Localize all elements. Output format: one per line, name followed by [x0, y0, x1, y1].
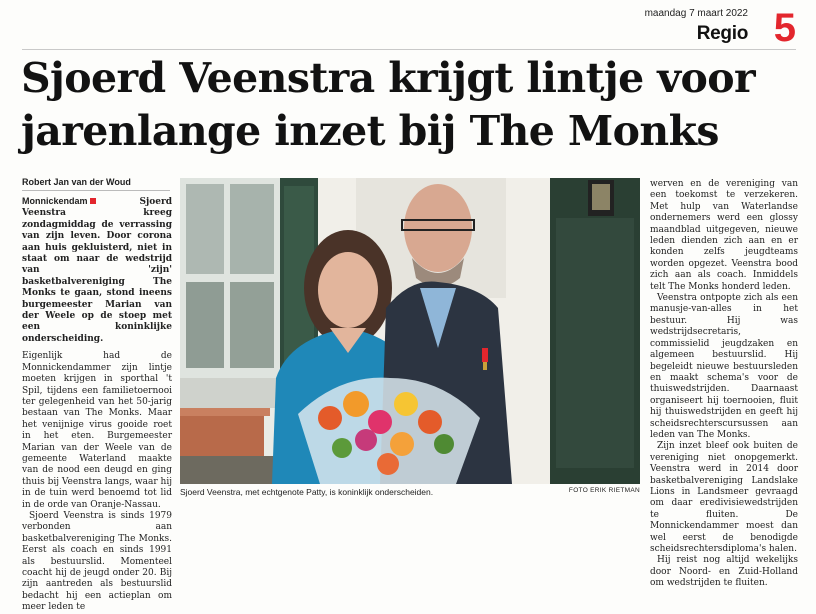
photo-caption	[180, 487, 640, 497]
headline-line-1: Sjoerd Veenstra krijgt lintje voor	[21, 54, 756, 102]
section-name: Regio	[696, 23, 748, 44]
body-paragraph: Eigenlijk had de Monnickendammer zijn lintje moeten krijgen in sporthal 't Spil, tijdens een familietoernooi ter gelegenheid van het 50-jarig bestaan van The Monks. Maar het venijnige virus gooide roet in het eten. Burgemeester Marian van der Weele van de gemeente Waterland maakte van de nood een deugd en ging thuis bij Veenstra langs, waar hij in de tuin werd benoemd tot lid in de orde van Oranje-Nassau.	[22, 351, 172, 510]
article-column-1	[22, 196, 172, 614]
lead-paragraph	[22, 196, 172, 345]
dateline: Monnickendam	[22, 196, 88, 206]
page-number: 5	[773, 6, 796, 50]
body-paragraph: werven en de vereniging van een toekomst te verzekeren. Met hulp van Waterlandse ondernemers werd een glossy maandblad uitgegeven, nieuwe leden dienden zich aan en er konden zelfs jeugdteams worden opgezet. Veenstra bood zich aan als coach. Inmiddels telt The Monks honderd leden.	[650, 179, 798, 292]
body-paragraph: Zijn inzet bleef ook buiten de vereniging niet onopgemerkt. Veenstra werd in 2014 door basketbalvereniging Landslake Lions in Landsmeer gevraagd om daar eredivisiewedstrijden te fluiten. De Monnickendammer moest dan wel eerst de benodigde scheidsrechtersdiploma's halen.	[650, 441, 798, 554]
headline-line-2: jarenlange inzet bij The Monks	[21, 107, 719, 155]
dateline-marker-icon	[90, 198, 96, 204]
page-header	[22, 0, 796, 52]
body-paragraph: Sjoerd Veenstra is sinds 1979 verbonden aan basketbalvereniging The Monks. Eerst als coach en sinds 1991 als bestuurslid. Momenteel coacht hij de jeugd onder 20. Bij zijn aantreden als bestuurslid bedacht hij een actieplan om meer leden te	[22, 510, 172, 613]
body-paragraph: Hij reist nog altijd wekelijks door Noord- en Zuid-Holland om wedstrijden te fluiten.	[650, 555, 798, 589]
article-headline	[21, 52, 801, 158]
issue-date: maandag 7 maart 2022	[644, 8, 748, 19]
body-paragraph: Veenstra ontpopte zich als een manusje-van-alles in het bestuur. Hij was wedstrijdsecretaris, commissielid jeugdzaken en algemeen bestuurslid. Hij begeleidt nieuwe bestuursleden en maakt schema's voor de thuiswedstrijden. Daarnaast organiseert hij toernooien, fluit hij thuiswedstrijden en geeft hij scheidsrechterscursussen aan leden van The Monks.	[650, 293, 798, 440]
article-column-3	[650, 179, 798, 590]
byline: Robert Jan van der Woud	[22, 177, 170, 191]
header-rule	[22, 49, 796, 50]
article-photo	[180, 178, 640, 484]
photo-credit: FOTO ERIK RIETMAN	[568, 487, 640, 494]
lead-text: Sjoerd Veenstra kreeg zondagmiddag de verrassing van zijn leven. Door corona aan huis gekluisterd, niet in staat om naar de wedstrijd van 'zijn' basketbalvereniging The Monks te gaan, stond ineens burgemeester Marian van der Weele op de stoep met een koninklijke onderscheiding.	[22, 197, 172, 344]
caption-text: Sjoerd Veenstra, met echtgenote Patty, is koninklijk onderscheiden.	[180, 487, 434, 497]
